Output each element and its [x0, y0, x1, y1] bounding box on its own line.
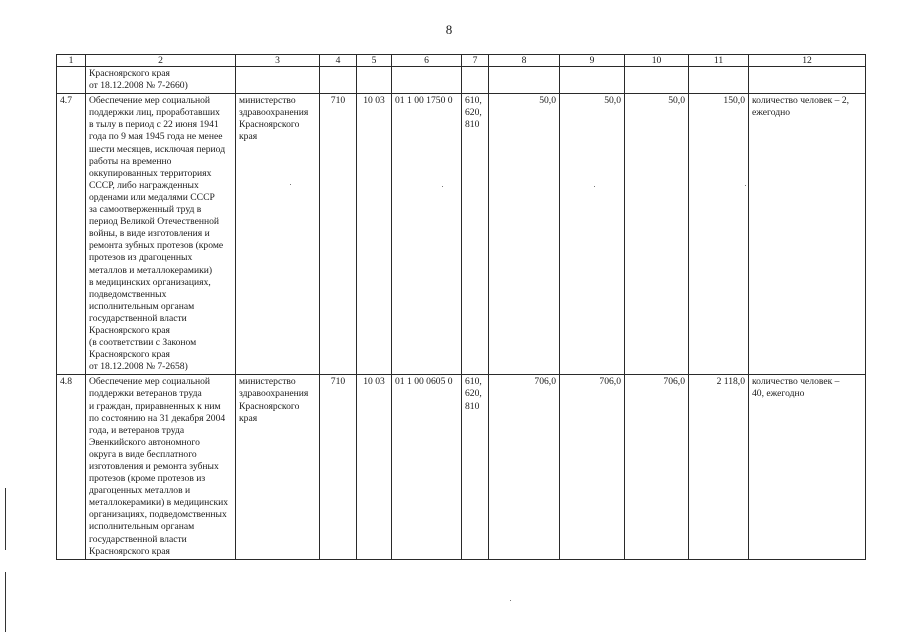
scan-speck — [745, 185, 746, 186]
measure-description: Обеспечение мер социальной поддержки ветеранов труда и граждан, приравненных к ним по состоянию на 31 декабря 2004 года, и ветеранов труда Эвенкийского автономного округа в виде бесплатного изготовления и ремонта зубных протезов (кроме протезов из драгоценных металлов и металлокерамики) в медицинских организациях, подведомственных исполнительным органам государственной власти Красноярского края — [86, 375, 236, 559]
scan-speck — [510, 600, 511, 601]
expense-type-cell: 610, 620, 810 — [462, 94, 489, 375]
amount-cell — [560, 67, 625, 94]
column-header: 6 — [392, 55, 462, 67]
amount-cell: 706,0 — [560, 375, 625, 559]
amount-cell: 50,0 — [489, 94, 560, 375]
scan-speck — [442, 186, 443, 187]
amount-cell — [625, 67, 689, 94]
column-header: 10 — [625, 55, 689, 67]
column-header: 9 — [560, 55, 625, 67]
amount-cell: 50,0 — [625, 94, 689, 375]
total-cell: 150,0 — [689, 94, 749, 375]
row-number: 4.8 — [57, 375, 86, 559]
section-cell: 10 03 — [357, 375, 392, 559]
column-header: 4 — [320, 55, 357, 67]
section-cell: 10 03 — [357, 94, 392, 375]
table-row — [57, 67, 866, 94]
result-cell: количество человек – 40, ежегодно — [749, 375, 866, 559]
scan-margin-line — [5, 572, 6, 632]
header-row — [57, 55, 866, 67]
target-article-cell — [392, 67, 462, 94]
ministry-cell: министерство здравоохранения Красноярского края — [236, 94, 320, 375]
budget-table — [56, 54, 866, 560]
code-cell: 710 — [320, 94, 357, 375]
expense-type-cell: 610, 620, 810 — [462, 375, 489, 559]
result-cell: количество человек – 2, ежегодно — [749, 94, 866, 375]
column-header: 2 — [86, 55, 236, 67]
scan-speck — [594, 186, 595, 187]
expense-type-cell — [462, 67, 489, 94]
measure-description: Красноярского края от 18.12.2008 № 7-2660) — [86, 67, 236, 94]
amount-cell: 50,0 — [560, 94, 625, 375]
table-row — [57, 94, 866, 375]
column-header: 7 — [462, 55, 489, 67]
measure-description: Обеспечение мер социальной поддержки лиц, проработавших в тылу в период с 22 июня 1941 года по 9 мая 1945 года не менее шести месяцев, исключая период работы на временно оккупированных территориях СССР, либо награжденных орденами или медалями СССР за самоотверженный труд в период Великой Отечественной войны, в виде изготовления и ремонта зубных протезов (кроме протезов из драгоценных металлов и металлокерамики) в медицинских организациях, подведомственных исполнительным органам государственной власти Красноярского края (в соответствии с Законом Красноярского края от 18.12.2008 № 7-2658) — [86, 94, 236, 375]
row-number — [57, 67, 86, 94]
page-number: 8 — [445, 22, 453, 37]
column-header: 1 — [57, 55, 86, 67]
ministry-cell: министерство здравоохранения Красноярского края — [236, 375, 320, 559]
code-cell — [320, 67, 357, 94]
column-header: 3 — [236, 55, 320, 67]
amount-cell: 706,0 — [625, 375, 689, 559]
ministry-cell — [236, 67, 320, 94]
table-row — [57, 375, 866, 559]
column-header: 11 — [689, 55, 749, 67]
row-number: 4.7 — [57, 94, 86, 375]
scan-speck — [290, 184, 291, 185]
amount-cell: 706,0 — [489, 375, 560, 559]
total-cell — [689, 67, 749, 94]
target-article-cell: 01 1 00 0605 0 — [392, 375, 462, 559]
scan-margin-line — [5, 488, 6, 550]
column-header: 12 — [749, 55, 866, 67]
result-cell — [749, 67, 866, 94]
target-article-cell: 01 1 00 1750 0 — [392, 94, 462, 375]
code-cell: 710 — [320, 375, 357, 559]
section-cell — [357, 67, 392, 94]
column-header: 8 — [489, 55, 560, 67]
total-cell: 2 118,0 — [689, 375, 749, 559]
column-header: 5 — [357, 55, 392, 67]
amount-cell — [489, 67, 560, 94]
